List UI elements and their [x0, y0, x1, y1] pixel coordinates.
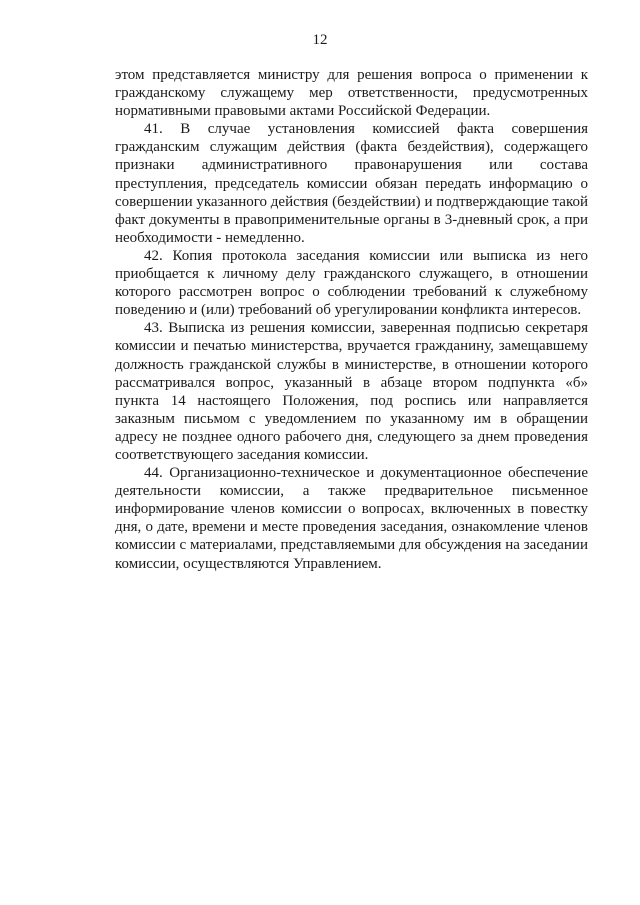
page-number: 12: [312, 32, 328, 48]
paragraph-42: 42. Копия протокола заседания комиссии или выписка из него приобщается к личному делу гражданского служащего, в отношении которого рассмотрен вопрос о соблюдении требований к служебному поведению и (или) требований об урегулировании конфликта интересов.: [115, 247, 588, 319]
paragraph-continuation: этом представляется министру для решения вопроса о применении к гражданскому служащему мер ответственности, предусмотренных нормативными правовыми актами Российской Федерации.: [115, 67, 588, 120]
paragraph-43: 43. Выписка из решения комиссии, заверенная подписью секретаря комиссии и печатью министерства, вручается гражданину, замещавшему должность гражданской службы в министерстве, в отношении которого рассматривался вопрос, указанный в абзаце втором подпункта «б» пункта 14 настоящего Положения, под роспись или направляется заказным письмом с уведомлением по указанному им в обращении адресу не позднее одного рабочего дня, следующего за днем проведения соответствующего заседания комиссии.: [115, 320, 588, 463]
paragraph-44: 44. Организационно-техническое и документационное обеспечение деятельности комиссии, а также предварительное письменное информирование членов комиссии о вопросах, включенных в повестку дня, о дате, времени и месте проведения заседания, ознакомление членов комиссии с материалами, представляемыми для обсуждения на заседании комиссии, осуществляются Управлением.: [115, 465, 588, 572]
paragraph-41: 41. В случае установления комиссией факта совершения гражданским служащим действия (факта бездействия), содержащего признаки административного правонарушения или состава преступления, председатель комиссии обязан передать информацию о совершении указанного действия (бездействии) и подтверждающие такой факт документы в правоприменительные органы в 3-дневный срок, а при необходимости - немедленно.: [115, 121, 588, 246]
document-body: [115, 66, 588, 573]
